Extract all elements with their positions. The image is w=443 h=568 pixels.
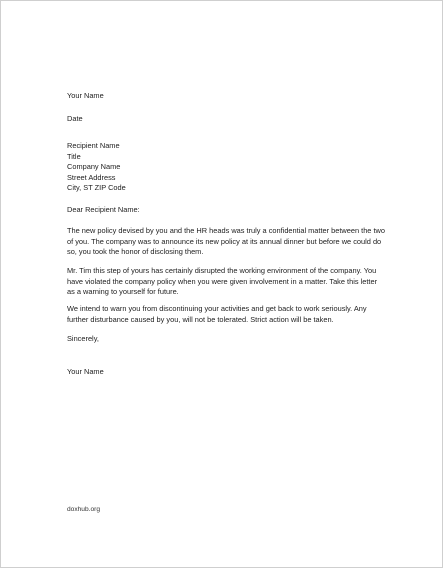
body-paragraph-2 — [67, 266, 385, 298]
signature-name-text: Your Name — [67, 367, 104, 376]
body-paragraph-1 — [67, 226, 385, 258]
recipient-address — [67, 141, 385, 194]
date-text: Date — [67, 114, 83, 123]
paragraph-text: The new policy devised by you and the HR heads was truly a confidential matter between the two of you. The company was to announce its new policy at its annual dinner but before we could do so, you took the honor of disclosing them. — [67, 226, 385, 257]
recipient-name: Recipient Name — [67, 141, 120, 150]
recipient-company: Company Name — [67, 162, 121, 172]
recipient-title: Title — [67, 151, 81, 161]
sender-name — [67, 91, 385, 102]
salutation-text: Dear Recipient Name: — [67, 205, 140, 214]
paragraph-text: We intend to warn you from discontinuing your activities and get back to work seriously. Any further disturbance caused by you, will not be tolerated. Strict action will be taken. — [67, 304, 367, 324]
footer-source-text: doxhub.org — [67, 506, 100, 513]
paragraph-text: Mr. Tim this step of yours has certainly disrupted the working environment of the company. You have violated the company policy when you were given involvement in a matter. Take this letter as a warning to yourself for future. — [67, 266, 378, 297]
signature-name — [67, 367, 385, 378]
letter-date — [67, 114, 385, 125]
closing — [67, 334, 385, 345]
recipient-street: Street Address — [67, 172, 116, 182]
salutation — [67, 205, 385, 216]
body-paragraph-3 — [67, 304, 385, 325]
recipient-city: City, ST ZIP Code — [67, 183, 126, 193]
closing-text: Sincerely, — [67, 334, 99, 343]
sender-name-text: Your Name — [67, 91, 104, 100]
footer-source — [67, 505, 100, 516]
